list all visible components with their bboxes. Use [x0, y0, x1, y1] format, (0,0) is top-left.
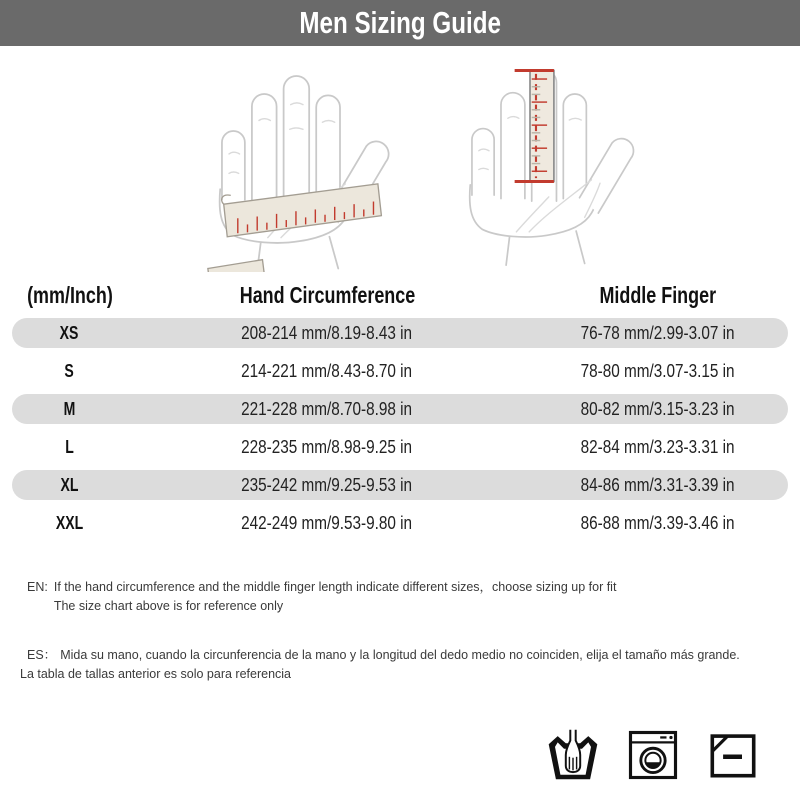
size-cell: S: [64, 360, 75, 381]
care-instructions: [0, 728, 800, 782]
table-header-row: [12, 278, 788, 312]
note-es-label: ES：: [27, 648, 57, 662]
middle-finger-illustration: [448, 50, 653, 272]
hand-cell: 235-242 mm/9.25-9.53 in: [241, 474, 413, 495]
hand-cell: 242-249 mm/9.53-9.80 in: [241, 512, 413, 533]
note-es-line1: Mida su mano, cuando la circunferencia de la mano y la longitud del dedo medio no coinciden, elija el tamaño más grande.: [60, 648, 740, 662]
finger-cell: 80-82 mm/3.15-3.23 in: [580, 398, 735, 419]
hand-wash-icon: [546, 728, 600, 782]
size-cell: M: [63, 398, 76, 419]
machine-wash-icon: [626, 728, 680, 782]
note-english: [27, 578, 800, 616]
hand-cell: 221-228 mm/8.70-8.98 in: [241, 398, 413, 419]
page-title: Men Sizing Guide: [299, 5, 501, 40]
column-header-hand: Hand Circumference: [239, 281, 415, 308]
note-en-text: If the hand circumference and the middle finger length indicate different sizes，choose sizing up for fit The size chart above is for reference only: [53, 580, 617, 613]
hand-cell: 214-221 mm/8.43-8.70 in: [241, 360, 413, 381]
size-table: [0, 278, 800, 538]
note-spanish: [0, 646, 800, 684]
finger-cell: 82-84 mm/3.23-3.31 in: [580, 436, 735, 457]
table-row-xxl: [12, 508, 788, 538]
footnotes: [0, 578, 800, 684]
size-cell: L: [65, 436, 74, 457]
dry-flat-in-shade-icon: [706, 728, 760, 782]
hand-circumference-illustration: [183, 50, 423, 272]
table-row-m: [12, 394, 788, 424]
finger-cell: 84-86 mm/3.31-3.39 in: [580, 474, 735, 495]
table-row-l: [12, 432, 788, 462]
title-bar: [0, 0, 800, 46]
table-row-s: [12, 356, 788, 386]
table-row-xs: [12, 318, 788, 348]
note-en-label: EN:: [27, 580, 48, 594]
size-cell: XXL: [55, 512, 84, 533]
finger-cell: 76-78 mm/2.99-3.07 in: [580, 322, 735, 343]
measurement-illustrations: [0, 46, 800, 274]
note-es-line2: La tabla de tallas anterior es solo para referencia: [20, 667, 291, 681]
finger-cell: 86-88 mm/3.39-3.46 in: [580, 512, 735, 533]
size-cell: XS: [60, 322, 79, 343]
table-row-xl: [12, 470, 788, 500]
finger-cell: 78-80 mm/3.07-3.15 in: [580, 360, 735, 381]
size-cell: XL: [60, 474, 79, 495]
column-header-finger: Middle Finger: [599, 281, 716, 308]
hand-cell: 228-235 mm/8.98-9.25 in: [241, 436, 413, 457]
hand-cell: 208-214 mm/8.19-8.43 in: [241, 322, 413, 343]
column-header-size: (mm/Inch): [26, 281, 113, 308]
